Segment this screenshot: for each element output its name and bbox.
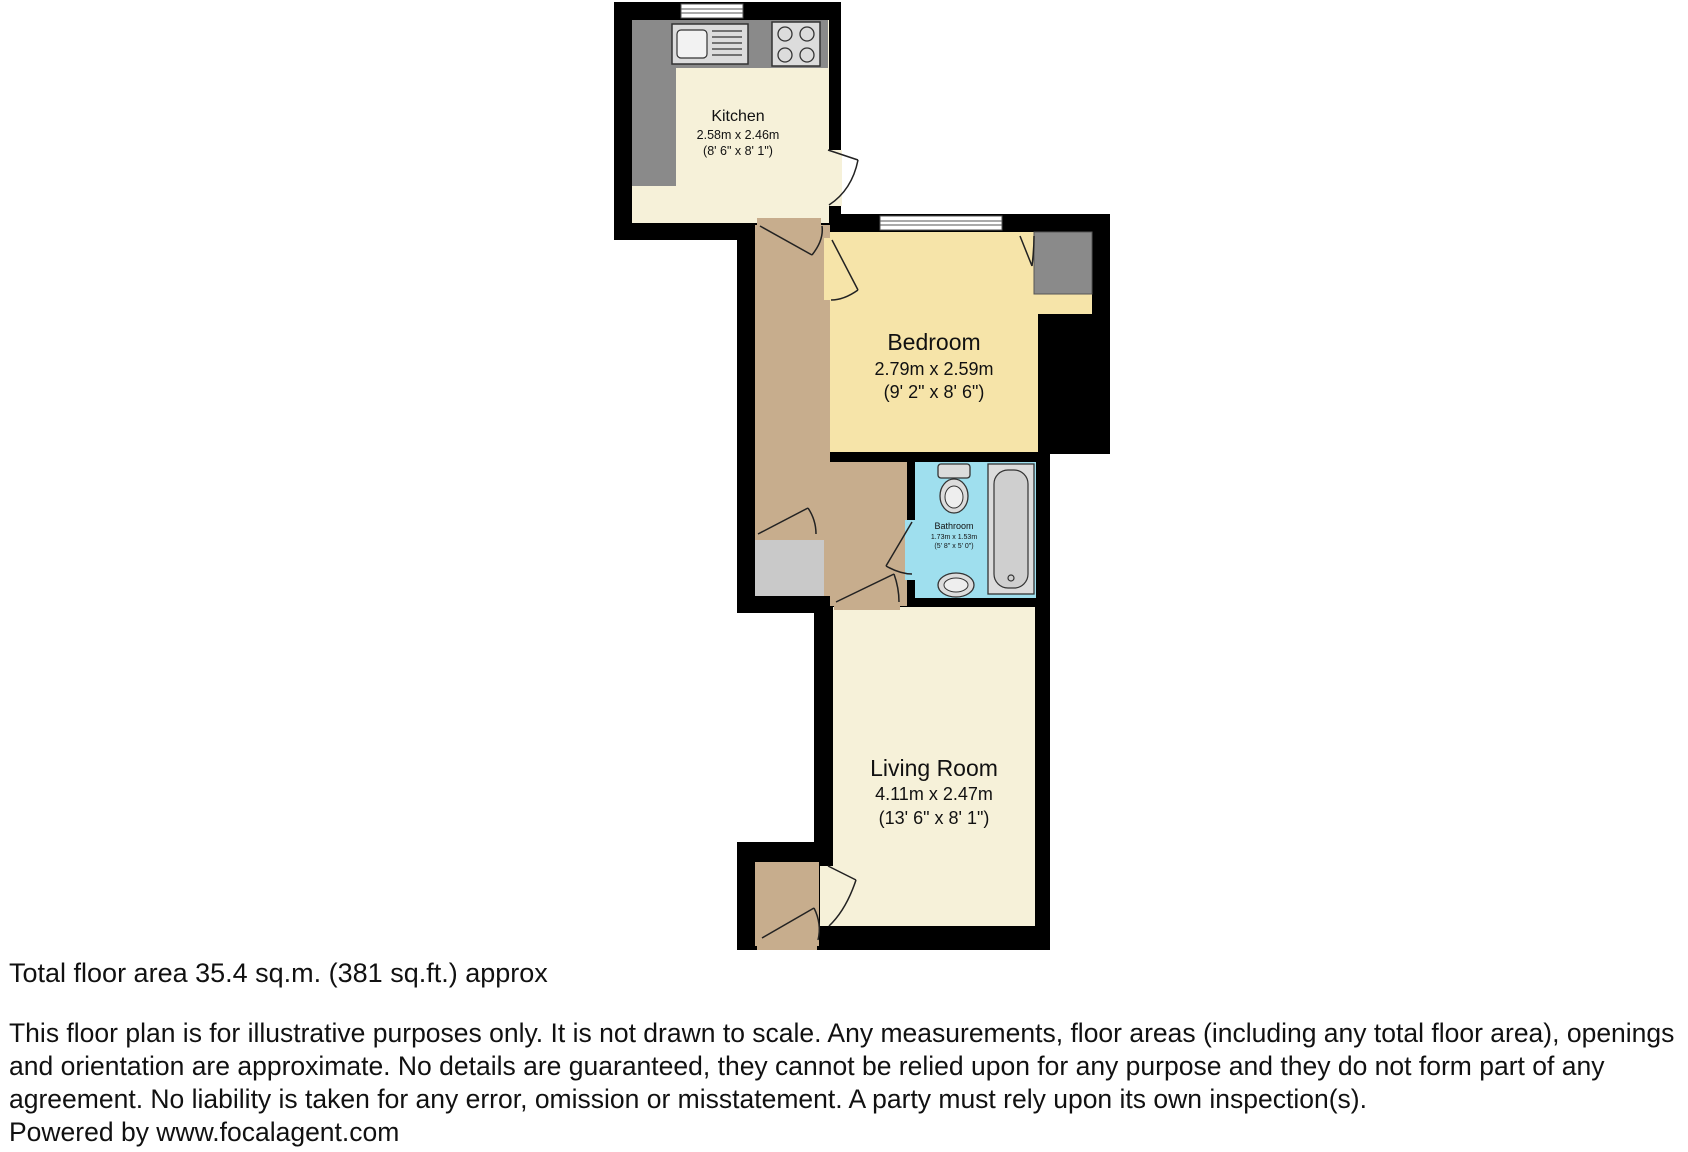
bathtub-icon	[988, 464, 1034, 594]
porch-floor	[755, 862, 819, 946]
bedroom-window	[880, 216, 1002, 230]
disclaimer-text: This floor plan is for illustrative purposes only. It is not drawn to scale. Any measurements, floor areas (including any total floor area), openings and orientation are approximate. No details are guaranteed, they cannot be relied upon for any purpose and they do not form part of any agreement. No liability is taken for any error, omission or misstatement. A party must rely upon its own inspection(s).	[9, 1018, 1675, 1114]
basin-icon	[938, 573, 974, 597]
living-room-name: Living Room	[870, 755, 998, 781]
toilet-icon	[938, 464, 970, 513]
bathroom-label	[931, 521, 977, 550]
storage-cupboard	[755, 540, 824, 596]
bathroom-imperial: (5' 8" x 5' 0")	[934, 543, 974, 550]
total-floor-area: Total floor area 35.4 sq.m. (381 sq.ft.) approx	[9, 958, 548, 988]
bathroom-metric: 1.73m x 1.53m	[930, 534, 978, 541]
wardrobe	[1034, 232, 1092, 294]
bedroom-wall-notch	[1038, 314, 1110, 454]
disclaimer	[9, 1017, 1684, 1149]
bedroom-name: Bedroom	[887, 329, 981, 355]
powered-by-link[interactable]: Powered by www.focalagent.com	[9, 1117, 400, 1147]
sink-icon	[672, 24, 748, 64]
living-room-metric: 4.11m x 2.47m	[875, 784, 993, 804]
living-room-label	[870, 755, 998, 828]
kitchen-metric: 2.58m x 2.46m	[696, 128, 780, 142]
kitchen-name: Kitchen	[711, 108, 765, 125]
living-room-imperial: (13' 6" x 8' 1")	[878, 808, 990, 828]
bathroom-name: Bathroom	[934, 521, 974, 531]
kitchen-counter-left	[632, 20, 676, 186]
hallway-lower-floor	[830, 462, 907, 606]
hob-icon	[772, 22, 820, 66]
kitchen-imperial: (8' 6" x 8' 1")	[703, 144, 773, 158]
bedroom-label	[874, 329, 993, 402]
kitchen-window	[681, 4, 743, 18]
bedroom-alcove	[1038, 300, 1092, 314]
bedroom-metric: 2.79m x 2.59m	[874, 359, 994, 379]
bedroom-imperial: (9' 2" x 8' 6")	[883, 382, 985, 402]
